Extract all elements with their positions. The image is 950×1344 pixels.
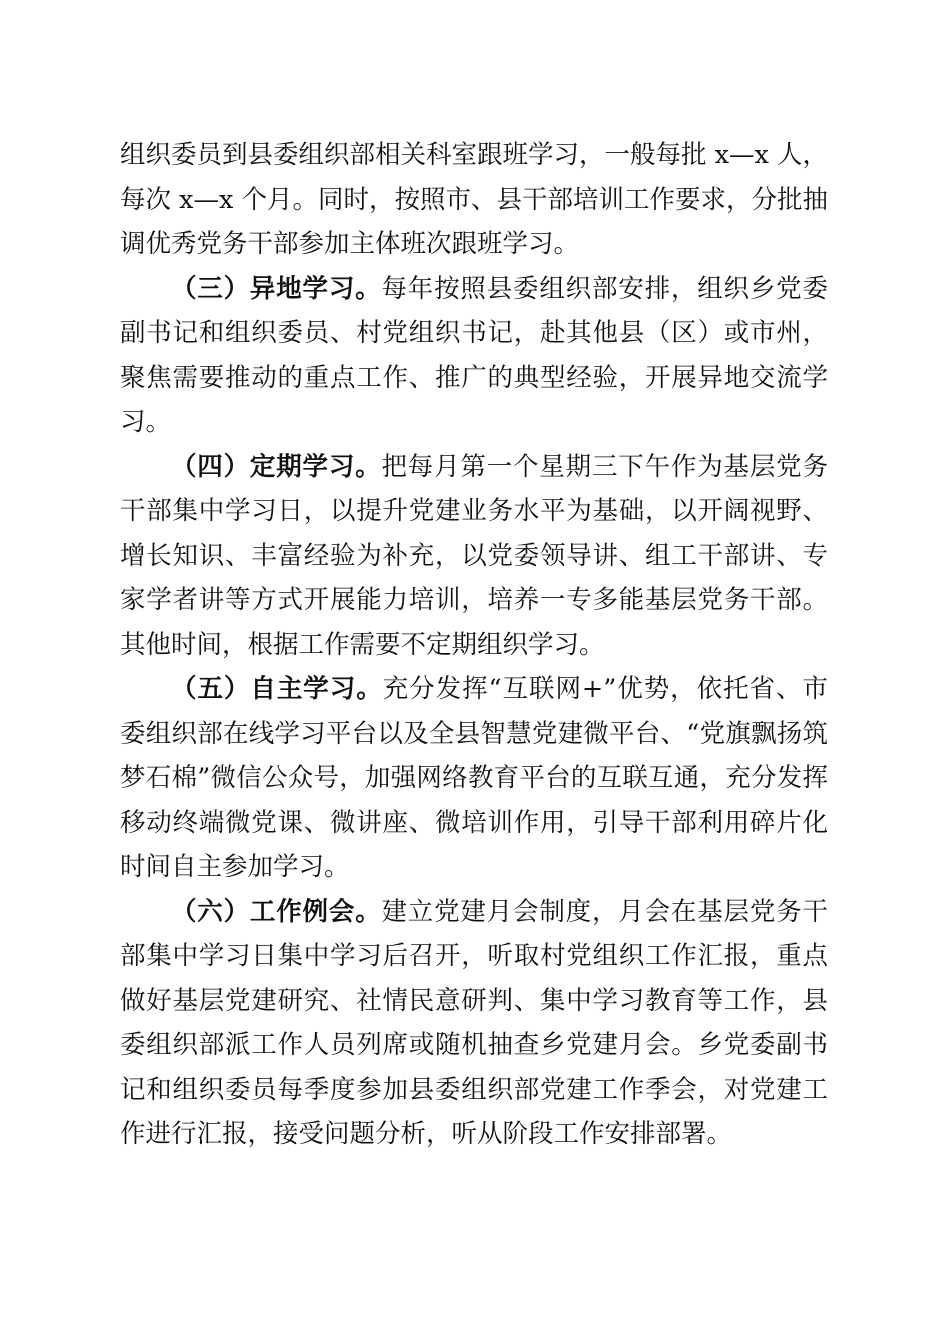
paragraph-offsite-study <box>120 267 828 445</box>
paragraph-text: 每年按照县委组织部安排，组织乡党委副书记和组织委员、村党组织书记，赴其他县（区）或市州，聚焦需要推动的重点工作、推广的典型经验，开展异地交流学习。 <box>120 273 828 437</box>
paragraph-self-study <box>120 667 828 890</box>
paragraph-text: 组织委员到县委组织部相关科室跟班学习，一般每批 x—x 人，每次 x—x 个月。同时，按照市、县干部培训工作要求，分批抽调优秀党务干部参加主体班次跟班学习。 <box>120 140 828 259</box>
paragraph-text: 把每月第一个星期三下午作为基层党务干部集中学习日，以提升党建业务水平为基础，以开阔视野、增长知识、丰富经验为补充，以党委领导讲、组工干部讲、专家学者讲等方式开展能力培训，培养一专多能基层党务干部。其他时间，根据工作需要不定期组织学习。 <box>120 451 828 660</box>
paragraph-regular-study <box>120 445 828 668</box>
paragraph-text: 充分发挥“互联网+”优势，依托省、市委组织部在线学习平台以及全县智慧党建微平台、“党旗飘扬筑梦石棉”微信公众号，加强网络教育平台的互联互通，充分发挥移动终端微党课、微讲座、微培训作用，引导干部利用碎片化时间自主参加学习。 <box>120 674 828 882</box>
document-body <box>120 133 828 1157</box>
section-heading: （三）异地学习。 <box>171 273 382 304</box>
section-heading: （六）工作例会。 <box>171 896 382 927</box>
paragraph-continuation <box>120 133 828 267</box>
paragraph-work-meeting <box>120 890 828 1157</box>
section-heading: （五）自主学习。 <box>171 674 383 704</box>
paragraph-text: 建立党建月会制度，月会在基层党务干部集中学习日集中学习后召开，听取村党组织工作汇报，重点做好基层党建研究、社情民意研判、集中学习教育等工作，县委组织部派工作人员列席或随机抽查乡党建月会。乡党委副书记和组织委员每季度参加县委组织部党建工作季会，对党建工作进行汇报，接受问题分析，听从阶段工作安排部署。 <box>120 896 828 1149</box>
section-heading: （四）定期学习。 <box>171 451 382 482</box>
